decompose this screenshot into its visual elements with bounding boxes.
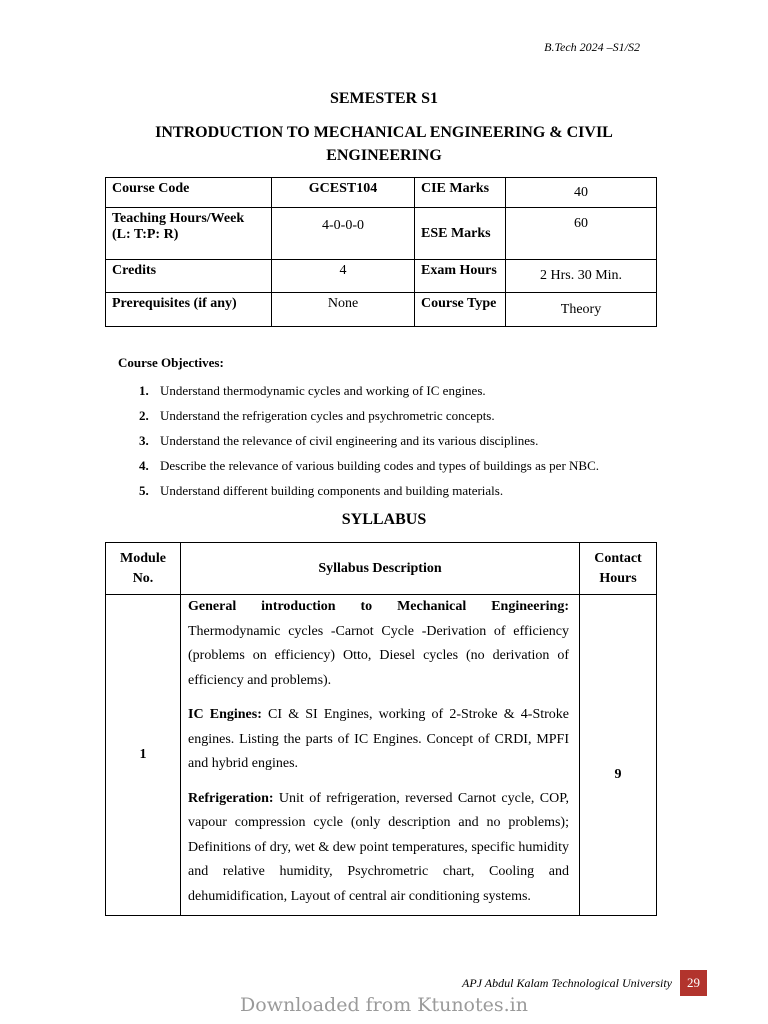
objective-text: Understand different building components and building materials. <box>160 483 504 498</box>
objective-text: Describe the relevance of various building codes and types of buildings as per NBC. <box>160 458 599 473</box>
course-code-label: Course Code <box>106 178 272 208</box>
module-number: 1 <box>106 595 181 916</box>
objectives-list <box>139 383 599 508</box>
module-column-header <box>106 543 181 595</box>
credits-value: 4 <box>272 260 415 293</box>
hours-header-line-1: Contact <box>594 550 642 566</box>
teaching-hours-label-line-1: Teaching Hours/Week <box>112 211 245 226</box>
description-column-header: Syllabus Description <box>181 543 580 595</box>
module-header-line-2: No. <box>132 570 154 586</box>
syllabus-row <box>106 595 657 916</box>
topic-text: CI & SI Engines, working of 2-Stroke & 4-Stroke engines. Listing the parts of IC Engines. Concept of CRDI, MPFI and hybrid engines. <box>188 707 569 771</box>
description-paragraph <box>188 787 569 910</box>
footer-university: APJ Abdul Kalam Technological University <box>462 976 672 990</box>
topic-text: Thermodynamic cycles -Carnot Cycle -Derivation of efficiency (problems on efficiency) Otto, Diesel cycles (no derivation of efficiency and problems). <box>188 623 569 688</box>
course-info-table <box>105 177 657 327</box>
prerequisites-label: Prerequisites (if any) <box>106 293 272 327</box>
course-title <box>0 121 768 167</box>
description-paragraph <box>188 595 569 693</box>
topic-heading: Refrigeration: <box>188 790 274 806</box>
course-code-value: GCEST104 <box>272 178 415 208</box>
cie-marks-label: CIE Marks <box>415 178 506 208</box>
objective-text: Understand the relevance of civil engineering and its various disciplines. <box>160 433 539 448</box>
objective-text: Understand thermodynamic cycles and working of IC engines. <box>160 383 486 398</box>
exam-hours-label: Exam Hours <box>415 260 506 293</box>
objective-item <box>139 483 599 508</box>
course-type-value: Theory <box>506 293 657 327</box>
teaching-hours-label <box>106 208 272 260</box>
syllabus-description <box>181 595 580 916</box>
course-type-label: Course Type <box>415 293 506 327</box>
objective-number: 4. <box>139 458 149 473</box>
objective-number: 2. <box>139 408 149 423</box>
objective-text: Understand the refrigeration cycles and psychrometric concepts. <box>160 408 495 423</box>
contact-hours: 9 <box>580 595 657 916</box>
topic-heading: IC Engines: <box>188 707 262 722</box>
objective-item <box>139 408 599 433</box>
semester-heading: SEMESTER S1 <box>329 90 439 107</box>
objective-number: 1. <box>139 383 149 398</box>
course-title-line-1: INTRODUCTION TO MECHANICAL ENGINEERING & CIVIL <box>155 124 613 141</box>
objectives-heading: Course Objectives: <box>118 355 224 370</box>
topic-heading: General introduction to Mechanical Engineering: <box>188 599 569 614</box>
hours-column-header <box>580 543 657 595</box>
module-header-line-1: Module <box>120 550 166 566</box>
objective-number: 5. <box>139 483 149 498</box>
ese-marks-value: 60 <box>506 208 657 260</box>
objective-item <box>139 458 599 483</box>
syllabus-heading: SYLLABUS <box>341 511 427 528</box>
download-watermark: Downloaded from Ktunotes.in <box>240 994 528 1016</box>
hours-header-line-2: Hours <box>599 570 637 586</box>
objective-item <box>139 383 599 408</box>
teaching-hours-label-line-2: (L: T:P: R) <box>112 227 179 242</box>
page-number-badge: 29 <box>680 970 707 996</box>
exam-hours-value: 2 Hrs. 30 Min. <box>506 260 657 293</box>
objective-number: 3. <box>139 433 149 448</box>
cie-marks-value: 40 <box>506 178 657 208</box>
ese-marks-label: ESE Marks <box>415 208 506 260</box>
description-paragraph <box>188 703 569 777</box>
objective-item <box>139 433 599 458</box>
syllabus-table <box>105 542 657 916</box>
course-title-line-2: ENGINEERING <box>326 147 442 164</box>
prerequisites-value: None <box>272 293 415 327</box>
topic-text: Unit of refrigeration, reversed Carnot cycle, COP, vapour compression cycle (only description and no problems); Definitions of dry, wet & dew point temperatures, specific humidity and relative humidity, Psychrometric chart, Cooling and dehumidification, Layout of central air conditioning systems. <box>188 790 569 904</box>
teaching-hours-value: 4-0-0-0 <box>272 208 415 260</box>
document-tag: B.Tech 2024 –S1/S2 <box>544 40 640 54</box>
credits-label: Credits <box>106 260 272 293</box>
